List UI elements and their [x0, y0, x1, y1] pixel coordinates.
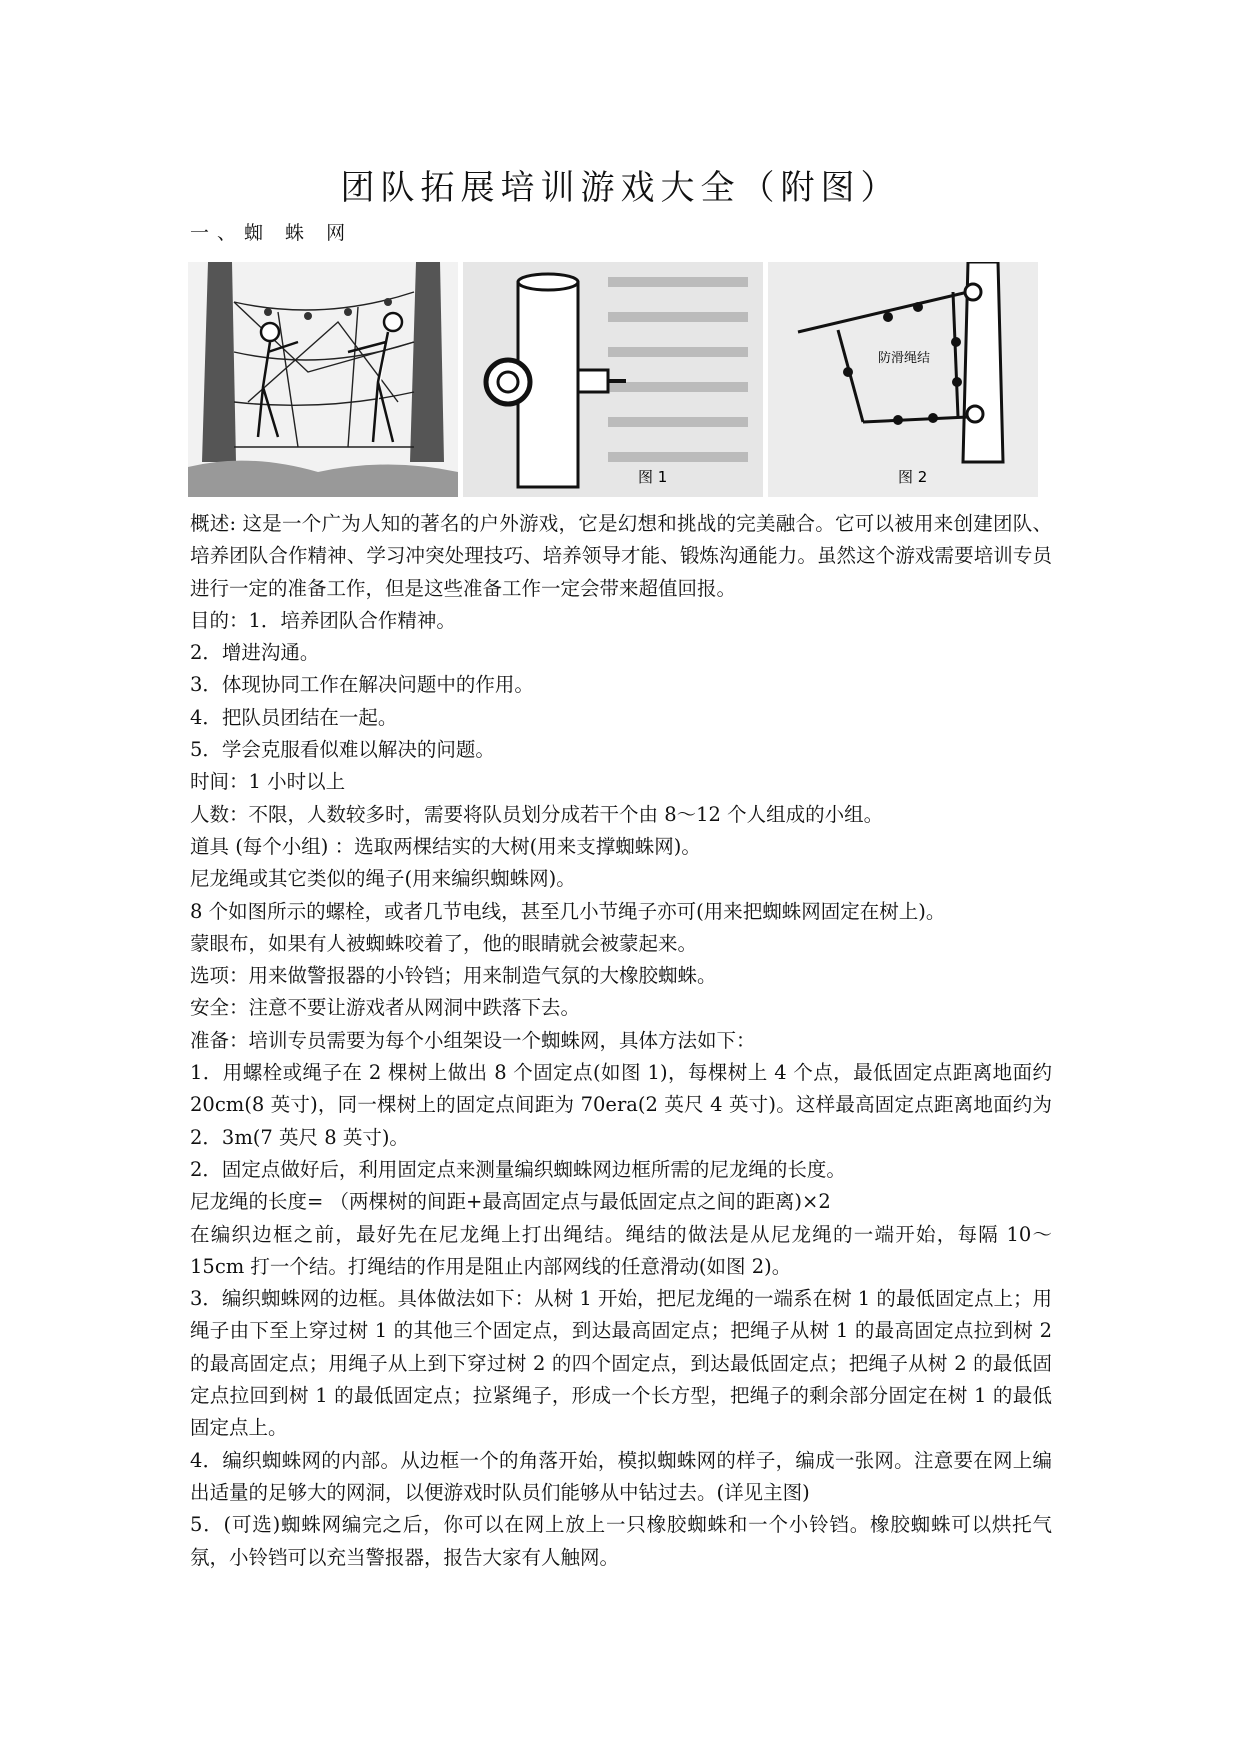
paragraph: 在编织边框之前，最好先在尼龙绳上打出绳结。绳结的做法是从尼龙绳的一端开始，每隔 10～15cm 打一个结。打绳结的作用是阻止内部网线的任意滑动(如图 2)。 — [190, 1222, 1052, 1278]
paragraph: 目的：1．培养团队合作精神。 — [190, 608, 456, 632]
spider-web-illustration — [188, 262, 1038, 497]
paragraph: 5．学会克服看似难以解决的问题。 — [190, 738, 495, 762]
paragraph: 4．把队员团结在一起。 — [190, 705, 398, 729]
body-text — [190, 508, 1052, 1574]
section-heading: 一、蜘 蛛 网 — [190, 222, 354, 244]
paragraph: 准备：培训专员需要为每个小组架设一个蜘蛛网，具体方法如下： — [190, 1028, 756, 1052]
paragraph: 道具 (每个小组) ：选取两棵结实的大树(用来支撑蜘蛛网)。 — [190, 834, 701, 858]
paragraph: 8 个如图所示的螺栓，或者几节电线，甚至几小节绳子亦可(用来把蜘蛛网固定在树上)。 — [190, 899, 946, 923]
paragraph: 4．编织蜘蛛网的内部。从边框一个的角落开始，模拟蜘蛛网的样子，编成一张网。注意要在网上编出适量的足够大的网洞，以便游戏时队员们能够从中钻过去。(详见主图) — [190, 1448, 1052, 1504]
paragraph: 1．用螺栓或绳子在 2 棵树上做出 8 个固定点(如图 1)，每棵树上 4 个点，最低固定点距离地面约 20cm(8 英寸)，同一棵树上的固定点间距为 70era(2 英尺 4 英寸)。这样最高固定点距离地面约为 2．3m(7 英尺 8 英寸)。 — [190, 1061, 1052, 1149]
page-title: 团队拓展培训游戏大全（附图） — [340, 168, 901, 208]
paragraph: 尼龙绳的长度= （两棵树的间距+最高固定点与最低固定点之间的距离)×2 — [190, 1190, 831, 1214]
paragraph: 5．(可选)蜘蛛网编完之后，你可以在网上放上一只橡胶蜘蛛和一个小铃铛。橡胶蜘蛛可以烘托气氛，小铃铛可以充当警报器，报告大家有人触网。 — [190, 1513, 1052, 1569]
paragraph: 尼龙绳或其它类似的绳子(用来编织蜘蛛网)。 — [190, 867, 576, 891]
figure-2-rope-frame — [768, 262, 1038, 497]
paragraph: 安全：注意不要让游戏者从网洞中跌落下去。 — [190, 996, 581, 1020]
paragraph: 时间：1 小时以上 — [190, 770, 346, 794]
paragraph: 人数：不限，人数较多时，需要将队员划分成若干个由 8～12 个人组成的小组。 — [190, 802, 884, 826]
paragraph: 3．编织蜘蛛网的边框。具体做法如下：从树 1 开始，把尼龙绳的一端系在树 1 的最低固定点上；用绳子由下至上穿过树 1 的其他三个固定点，到达最高固定点；把绳子从树 1 的最高固定点拉到树 2 的最高固定点；用绳子从上到下穿过树 2 的四个固定点，到达最低固定点；把绳子从树 2 的最低固定点拉回到树 1 的最低固定点；拉紧绳子，形成一个长方型，把绳子的剩余部分固定在树 1 的最低固定点上。 — [190, 1287, 1052, 1440]
paragraph: 蒙眼布，如果有人被蜘蛛咬着了，他的眼睛就会被蒙起来。 — [190, 931, 698, 955]
paragraph: 2．增进沟通。 — [190, 641, 320, 665]
spider-web-scene — [188, 262, 458, 497]
paragraph: 选项：用来做警报器的小铃铛；用来制造气氛的大橡胶蜘蛛。 — [190, 964, 717, 988]
paragraph: 概述: 这是一个广为人知的著名的户外游戏，它是幻想和挑战的完美融合。它可以被用来创建团队、培养团队合作精神、学习冲突处理技巧、培养领导才能、锻炼沟通能力。虽然这个游戏需要培训专员进行一定的准备工作，但是这些准备工作一定会带来超值回报。 — [190, 512, 1052, 600]
paragraph: 3．体现协同工作在解决问题中的作用。 — [190, 673, 534, 697]
paragraph: 2．固定点做好后，利用固定点来测量编织蜘蛛网边框所需的尼龙绳的长度。 — [190, 1157, 846, 1181]
figure-1-label: 图 1 — [638, 468, 668, 486]
figure-2-annotation: 防滑绳结 — [878, 351, 931, 366]
figure-2-label: 图 2 — [898, 468, 928, 486]
